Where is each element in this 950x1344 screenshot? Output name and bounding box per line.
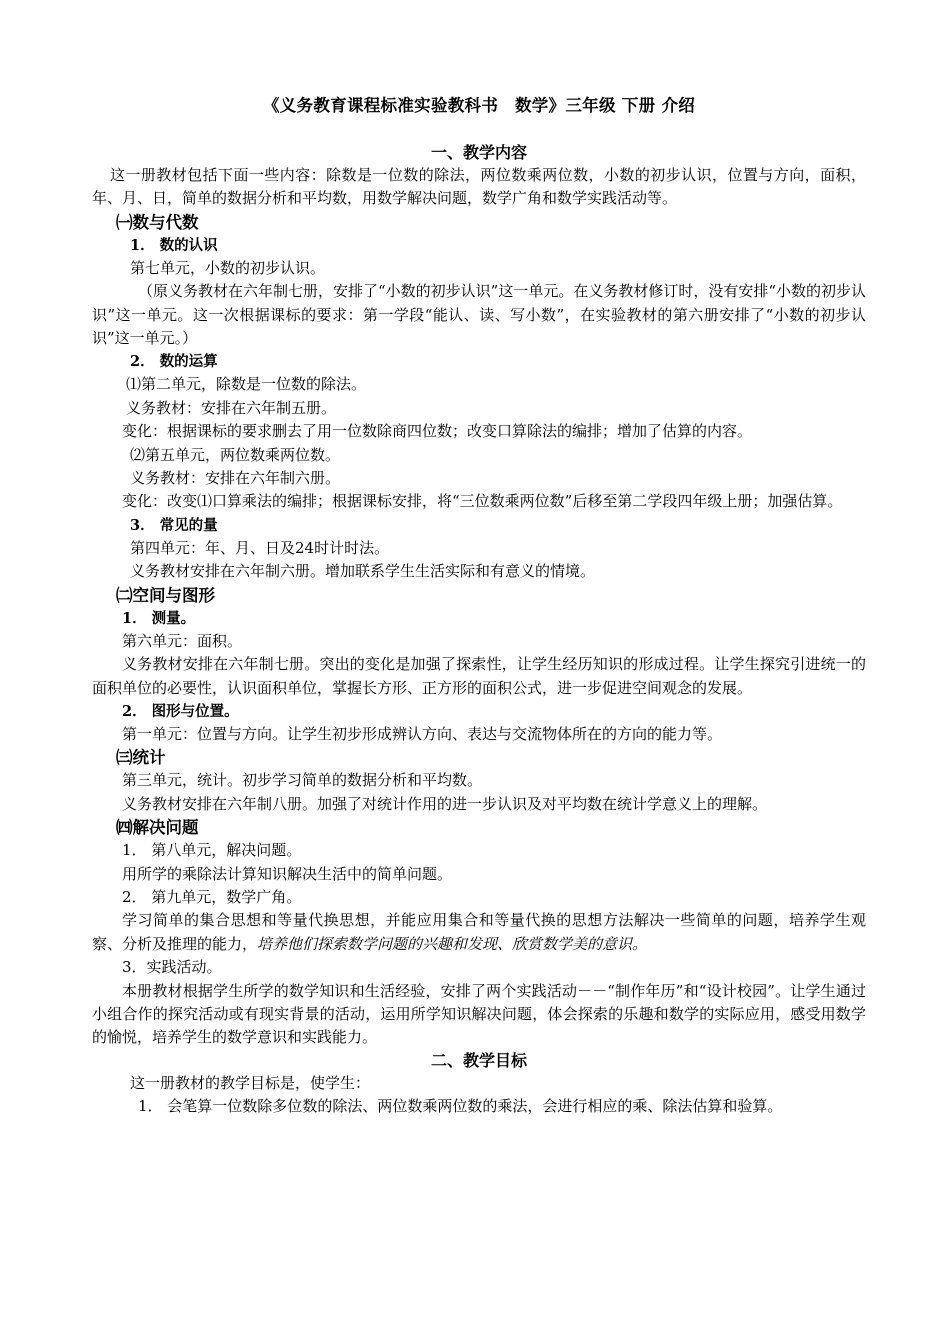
paragraph: 1． 第八单元，解决问题。: [122, 841, 302, 860]
item-heading: 2． 图形与位置。: [122, 702, 239, 720]
paragraph: 义务教材：安排在六年制五册。: [126, 398, 337, 417]
paragraph: 这一册教材的教学目标是，使学生：: [130, 1073, 371, 1092]
paragraph: 用所学的乘除法计算知识解决生活中的简单问题。: [122, 864, 453, 883]
paragraph: 第六单元：面积。: [122, 631, 243, 650]
subsection-heading-numbers: ㈠数与代数: [116, 212, 199, 232]
paragraph: （原义务教材在六年制七册，安排了“小数的初步认识”这一单元。在义务教材修订时，没有安排“小数的初步认识”这一单元。这一次根据课标的要求：第一学段“能认、读、写小数”，在实验教材的第六册安排了“小数的初步认识”这一单元。）: [92, 282, 867, 348]
paragraph: 3．实践活动。: [122, 958, 222, 977]
item-heading: 2． 数的运算: [130, 353, 218, 371]
section-heading-content: 一、教学内容: [430, 143, 527, 162]
paragraph-intro: 这一册教材包括下面一些内容：除数是一位数的除法，两位数乘两位数，小数的初步认识，位置与方向，面积，年、月、日，简单的数据分析和平均数，用数学解决问题，数学广角和数学实践活动等。: [92, 166, 866, 208]
goal-item: 1． 会笔算一位数除多位数的除法、两位数乘两位数的乘法，会进行相应的乘、除法估算和验算。: [138, 1097, 783, 1116]
subsection-heading-statistics: ㈢统计: [116, 748, 166, 768]
item-heading: 1． 测量。: [122, 609, 196, 627]
paragraph: 义务教材安排在六年制八册。加强了对统计作用的进一步认识及对平均数在统计学意义上的理解。: [122, 794, 768, 813]
paragraph-part-script: 培养他们探索数学问题的兴趣和发现、欣赏数学美的意识。: [257, 934, 648, 953]
paragraph: 变化：根据课标的要求删去了用一位数除商四位数；改变口算除法的编排；增加了估算的内容。: [122, 422, 753, 441]
paragraph: 义务教材：安排在六年制六册。: [130, 469, 341, 488]
paragraph: 义务教材安排在六年制六册。增加联系学生生活实际和有意义的情境。: [130, 562, 596, 581]
paragraph: 第四单元：年、月、日及24时计时法。: [130, 538, 390, 557]
item-heading: 3． 常见的量: [130, 516, 218, 534]
subsection-heading-geometry: ㈡空间与图形: [116, 585, 215, 605]
paragraph: ⑵第五单元，两位数乘两位数。: [130, 445, 341, 464]
paragraph: 2． 第九单元，数学广角。: [122, 887, 302, 906]
paragraph: 第三单元，统计。初步学习简单的数据分析和平均数。: [122, 771, 483, 790]
paragraph: 本册教材根据学生所学的数学知识和生活经验，安排了两个实践活动－－“制作年历”和“设计校园”。让学生通过小组合作的探究活动或有现实背景的活动，运用所学知识解决问题，体会探索的乐趣和数学的实际应用，感受用数学的愉悦，培养学生的数学意识和实践能力。: [92, 981, 866, 1047]
paragraph: [92, 909, 866, 956]
paragraph: 第七单元，小数的初步认识。: [130, 258, 326, 277]
paragraph-part: 学习简单的集合思想和等量代换思想，并能应用集合和等量代换的思想方法解决一些简单的问题，培养学生观察、分析及推理的能力，: [92, 911, 866, 953]
document-title: 《义务教育课程标准实验教科书 数学》三年级 下册 介绍: [262, 96, 696, 115]
item-heading: 1． 数的认识: [130, 236, 218, 254]
paragraph: 第一单元：位置与方向。让学生初步形成辨认方向、表达与交流物体所在的方向的能力等。: [122, 724, 723, 743]
subsection-heading-problem-solving: ㈣解决问题: [116, 818, 199, 838]
paragraph: ⑴第二单元，除数是一位数的除法。: [126, 375, 367, 394]
paragraph: 义务教材安排在六年制七册。突出的变化是加强了探索性，让学生经历知识的形成过程。让学生探究引进统一的面积单位的必要性，认识面积单位，掌握长方形、正方形的面积公式，进一步促进空间观念的发展。: [92, 655, 866, 697]
section-heading-goals: 二、教学目标: [430, 1050, 527, 1070]
paragraph: 变化：改变⑴口算乘法的编排；根据课标安排，将“三位数乘两位数”后移至第二学段四年级上册；加强估算。: [122, 492, 843, 511]
